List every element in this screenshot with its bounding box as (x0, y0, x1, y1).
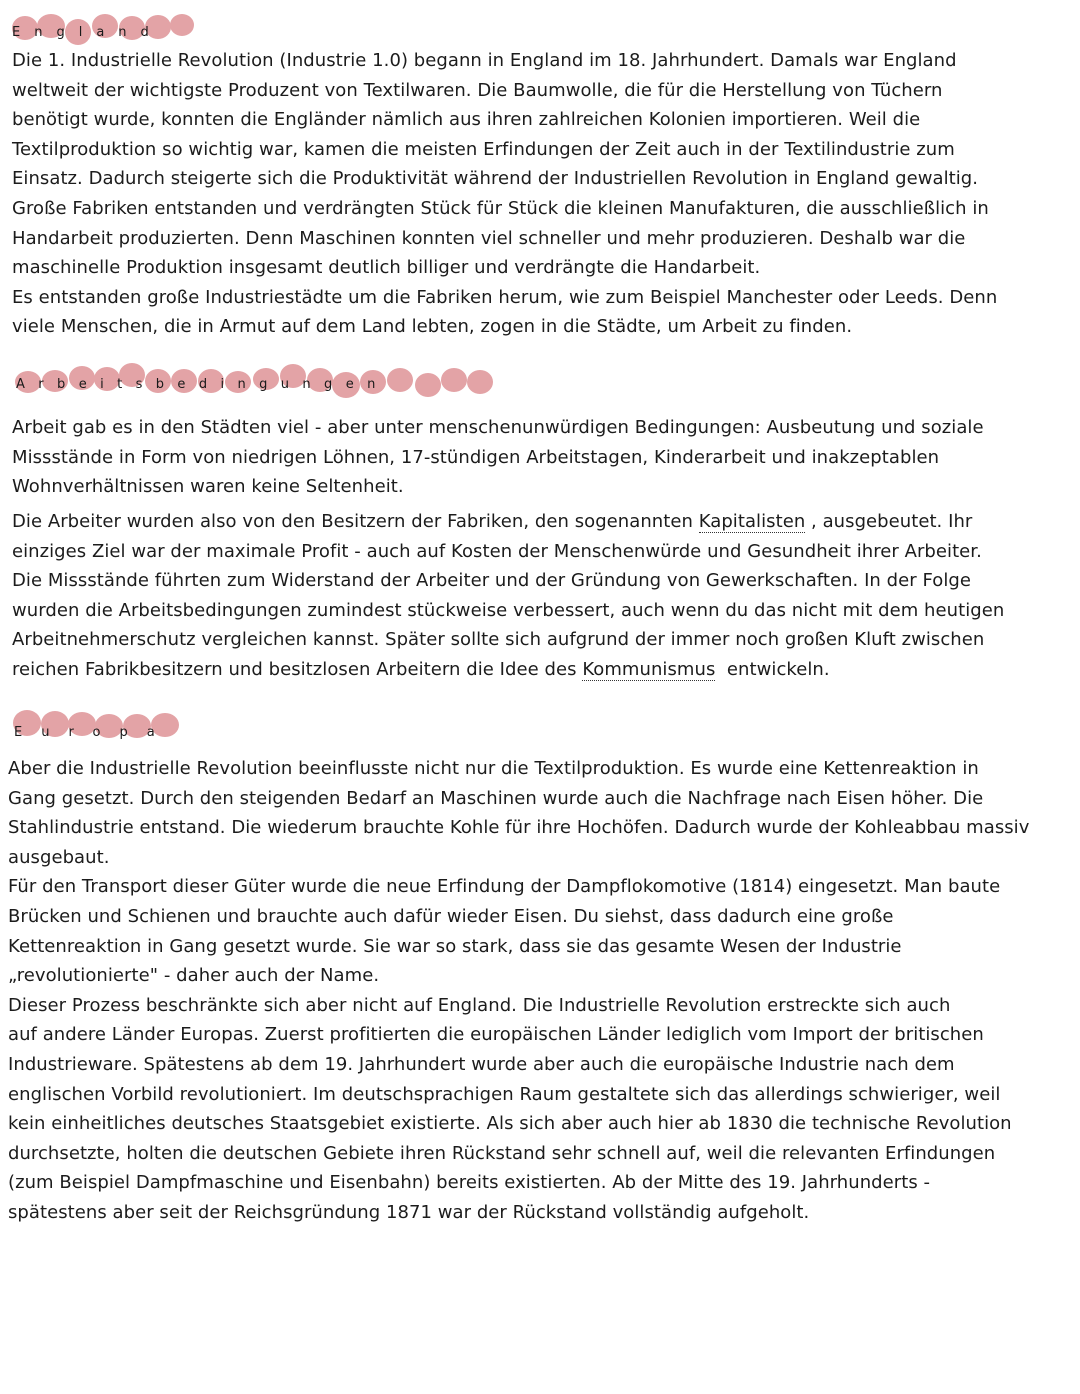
text-fragment: , ausgebeutet. Ihr (805, 511, 973, 532)
heading-arbeitsbedingungen-art (8, 358, 498, 402)
paragraph-arbeitsbedingungen-2 (12, 507, 1068, 685)
text-line: maschinelle Produktion insgesamt deutlich billiger und verdrängte die Handarbeit. (12, 257, 761, 279)
text-line: wurden die Arbeitsbedingungen zumindest stückweise verbessert, auch wenn du das nicht mit dem heutigen (12, 599, 1005, 621)
text-line: durchsetzte, holten die deutschen Gebiete ihren Rückstand sehr schnell auf, weil die relevanten Erfindungen (8, 1142, 996, 1164)
text-line: auf andere Länder Europas. Zuerst profitierten die europäischen Länder lediglich vom Import der britischen (8, 1024, 984, 1046)
text-line: Kettenreaktion in Gang gesetzt wurde. Sie war so stark, dass sie das gesamte Wesen der Industrie (8, 935, 902, 957)
text-line: Für den Transport dieser Güter wurde die neue Erfindung der Dampflokomotive (1814) eingesetzt. Man baute (8, 876, 1001, 898)
text-line: Arbeit gab es in den Städten viel - aber unter menschenunwürdigen Bedingungen: Ausbeutung und soziale (12, 417, 984, 438)
term-kommunismus: Kommunismus (582, 658, 716, 680)
term-kapitalisten: Kapitalisten (698, 511, 806, 532)
text-line: Es entstanden große Industriestädte um die Fabriken herum, wie zum Beispiel Manchester oder Leeds. Denn (12, 286, 998, 308)
text-line (12, 655, 1068, 685)
text-line: Brücken und Schienen und brauchte auch dafür wieder Eisen. Du siehst, dass dadurch eine große (8, 905, 894, 927)
text-line: kein einheitliches deutsches Staatsgebiet existierte. Als sich aber auch hier ab 1830 die technische Revolution (8, 1113, 1012, 1135)
text-line: Große Fabriken entstanden und verdrängten Stück für Stück die kleinen Manufakturen, die ausschließlich in (12, 197, 989, 219)
text-line: weltweit der wichtigste Produzent von Textilwaren. Die Baumwolle, die für die Herstellung von Tüchern (12, 79, 943, 101)
text-line: Die 1. Industrielle Revolution (Industrie 1.0) begann in England im 18. Jahrhundert. Damals war England (12, 50, 957, 71)
paragraph-europa (8, 754, 1064, 1228)
text-line: viele Menschen, die in Armut auf dem Land lebten, zogen in die Städte, um Arbeit zu finden. (12, 316, 853, 338)
text-line: einziges Ziel war der maximale Profit - auch auf Kosten der Menschenwürde und Gesundheit ihrer Arbeiter. (12, 540, 982, 562)
paragraph-england (12, 46, 1068, 342)
heading-arbeitsbedingungen-text: Arbeitsbedingungen (16, 377, 389, 392)
text-line: (zum Beispiel Dampfmaschine und Eisenbahn) bereits existierten. Ab der Mitte des 19. Jahrhunderts - (8, 1172, 931, 1194)
text-line: Arbeitnehmerschutz vergleichen kannst. Später sollte sich aufgrund der immer noch großen Kluft zwischen (12, 629, 985, 651)
text-line: Die Missstände führten zum Widerstand der Arbeiter und der Gründung von Gewerkschaften. In der Folge (12, 570, 971, 592)
heading-england (8, 6, 198, 50)
text-line: Industrieware. Spätestens ab dem 19. Jahrhundert wurde aber auch die europäische Industrie nach dem (8, 1053, 955, 1075)
text-line: ausgebaut. (8, 846, 110, 868)
text-line: Handarbeit produzierten. Denn Maschinen konnten viel schneller und mehr produzieren. Deshalb war die (12, 227, 966, 249)
text-fragment: entwickeln. (715, 658, 830, 680)
text-line: Stahlindustrie entstand. Die wiederum brauchte Kohle für ihre Hochöfen. Dadurch wurde der Kohleabbau massiv (8, 817, 1030, 839)
text-line: Missstände in Form von niedrigen Löhnen, 17-stündigen Arbeitstagen, Kinderarbeit und inakzeptablen (12, 446, 940, 468)
text-line (12, 507, 1068, 537)
heading-europa-text: Europa (14, 725, 174, 740)
heading-england-text: England (12, 25, 163, 40)
text-line: benötigt wurde, konnten die Engländer nämlich aus ihren zahlreichen Kolonien importieren. Weil die (12, 109, 921, 131)
text-line: Textilproduktion so wichtig war, kamen die meisten Erfindungen der Zeit auch in der Textilindustrie zum (12, 138, 955, 160)
heading-england-art (8, 6, 198, 50)
text-line: Wohnverhältnissen waren keine Seltenheit. (12, 476, 404, 498)
text-line: Einsatz. Dadurch steigerte sich die Produktivität während der Industriellen Revolution in England gewaltig. (12, 168, 979, 190)
heading-europa (8, 702, 188, 746)
text-line: englischen Vorbild revolutioniert. Im deutschsprachigen Raum gestaltete sich das allerdings schwieriger, weil (8, 1083, 1001, 1105)
text-fragment: Die Arbeiter wurden also von den Besitzern der Fabriken, den sogenannten (12, 511, 699, 532)
text-line: Gang gesetzt. Durch den steigenden Bedarf an Maschinen wurde auch die Nachfrage nach Eisen höher. Die (8, 787, 984, 809)
text-line: spätestens aber seit der Reichsgründung 1871 war der Rückstand vollständig aufgeholt. (8, 1201, 810, 1223)
text-fragment: reichen Fabrikbesitzern und besitzlosen Arbeitern die Idee des (12, 658, 583, 680)
text-line: Aber die Industrielle Revolution beeinflusste nicht nur die Textilproduktion. Es wurde eine Kettenreaktion in (8, 758, 979, 779)
paragraph-arbeitsbedingungen-1 (12, 413, 1068, 502)
text-line: „revolutionierte" - daher auch der Name. (8, 965, 380, 987)
text-line: Dieser Prozess beschränkte sich aber nicht auf England. Die Industrielle Revolution erstreckte sich auch (8, 994, 951, 1016)
heading-europa-art (8, 702, 188, 746)
heading-arbeitsbedingungen (8, 358, 498, 402)
